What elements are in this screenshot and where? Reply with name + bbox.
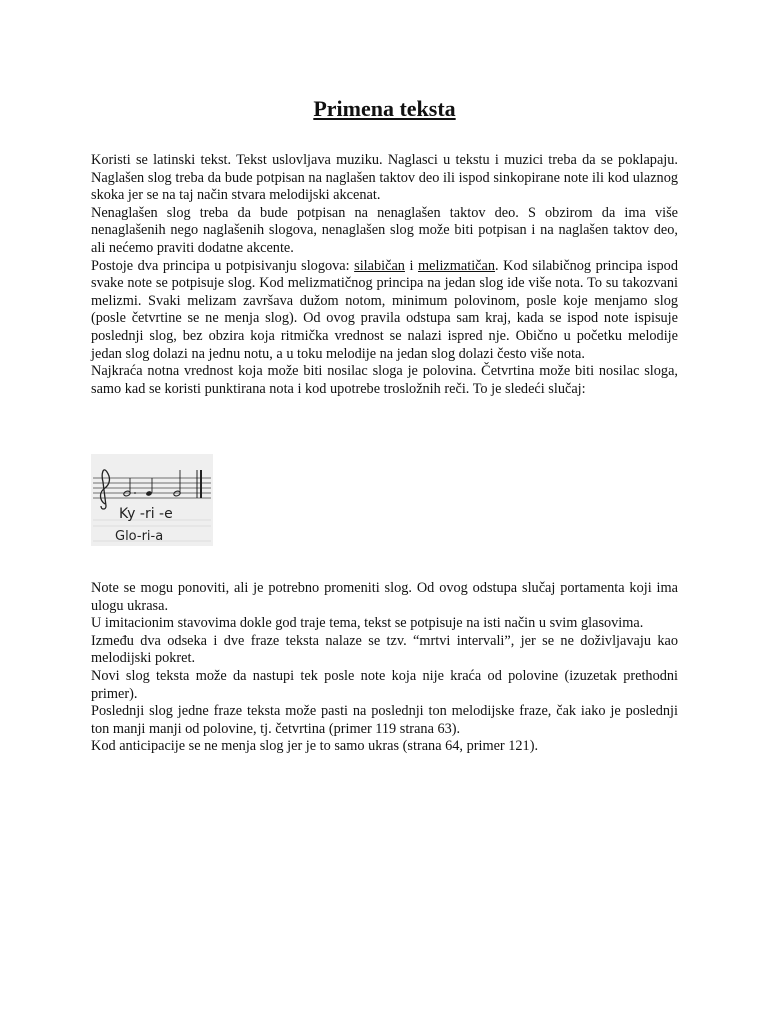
music-example-image (91, 454, 213, 546)
page-title: Primena teksta (313, 96, 456, 121)
text-section-bottom (91, 580, 678, 756)
music-lyric-line-2: Glo-ri-a (115, 529, 164, 544)
term-silabican: silabičan (354, 257, 405, 274)
paragraph-anticipation: Kod anticipacije se ne menja slog jer je to samo ukras (strana 64, primer 121). (91, 738, 539, 755)
principles-body: . Kod silabičnog principa ispod svake note se potpisuje slog. Kod melizmatičnog principa na jedan slog ide više nota. To su takozvani melizmi. Svaki melizam završava dužom notom, minimum polovinom, posle koje menjamo slog (posle četvrtine se ne menja slog). Od ovog pravila odstupa sam kraj, kada se ispod note ispisuje poslednji slog, bez obzira koja ritmička vrednost se nalazi ispred nje. Obično u početku melodije jedan slog dolazi na jednu notu, a u toku melodije na jedan slog dolazi često više nota. (91, 257, 678, 362)
paragraph-imitation: U imitacionim stavovima dokle god traje tema, tekst se potpisuje na isti način u svim glasovima. (91, 615, 644, 632)
music-lyric-line-1: Ky -ri -e (119, 506, 173, 522)
principles-and: i (404, 257, 419, 274)
paragraph-dead-intervals: Između dva odseka i dve fraze teksta nalaze se tzv. “mrtvi intervali”, jer se ne doživljavaju kao melodijski pokret. (91, 632, 678, 667)
term-melizmatican: melizmatičan (418, 257, 496, 274)
paragraph-repetition: Note se mogu ponoviti, ali je potrebno promeniti slog. Od ovog odstupa slučaj portamenta koji ima ulogu ukrasa. (91, 580, 678, 614)
paragraph-new-syllable: Novi slog teksta može da nastupi tek posle note koja nije kraća od polovine (izuzetak prethodni primer). (91, 667, 678, 702)
principles-intro: Postoje dva principa u potpisivanju slogova: (91, 257, 355, 274)
paragraph-last-syllable: Poslednji slog jedne fraze teksta može pasti na poslednji ton melodijske fraze, čak iako je poslednji ton manji manji od polovine, tj. četvrtina (primer 119 strana 63). (91, 703, 678, 737)
paragraph-shortest-value: Najkraća notna vrednost koja može biti nosilac sloga je polovina. Četvrtina može biti nosilac sloga, samo kad se koristi punktirana nota i kod upotrebe trosložnih reči. To je sledeći slučaj: (91, 363, 678, 397)
paragraph-principles (91, 258, 678, 364)
text-section-top (91, 152, 678, 398)
paragraph-accents: Koristi se latinski tekst. Tekst uslovljava muziku. Naglasci u tekstu i muzici treba da se poklapaju. Naglašen slog treba da bude potpisan na naglašen taktov deo ili ispod sinkopirane note ili kod ulaznog skoka jer se na taj način stvara melodijski akcenat. (91, 152, 678, 204)
paragraph-unaccented: Nenaglašen slog treba da bude potpisan na nenaglašen taktov deo. S obzirom da ima više nenaglašenih nego naglašenih slogova, nenaglašen slog može biti potpisan i na naglašen taktov deo, ali nećemo praviti dodatne akcente. (91, 204, 678, 256)
